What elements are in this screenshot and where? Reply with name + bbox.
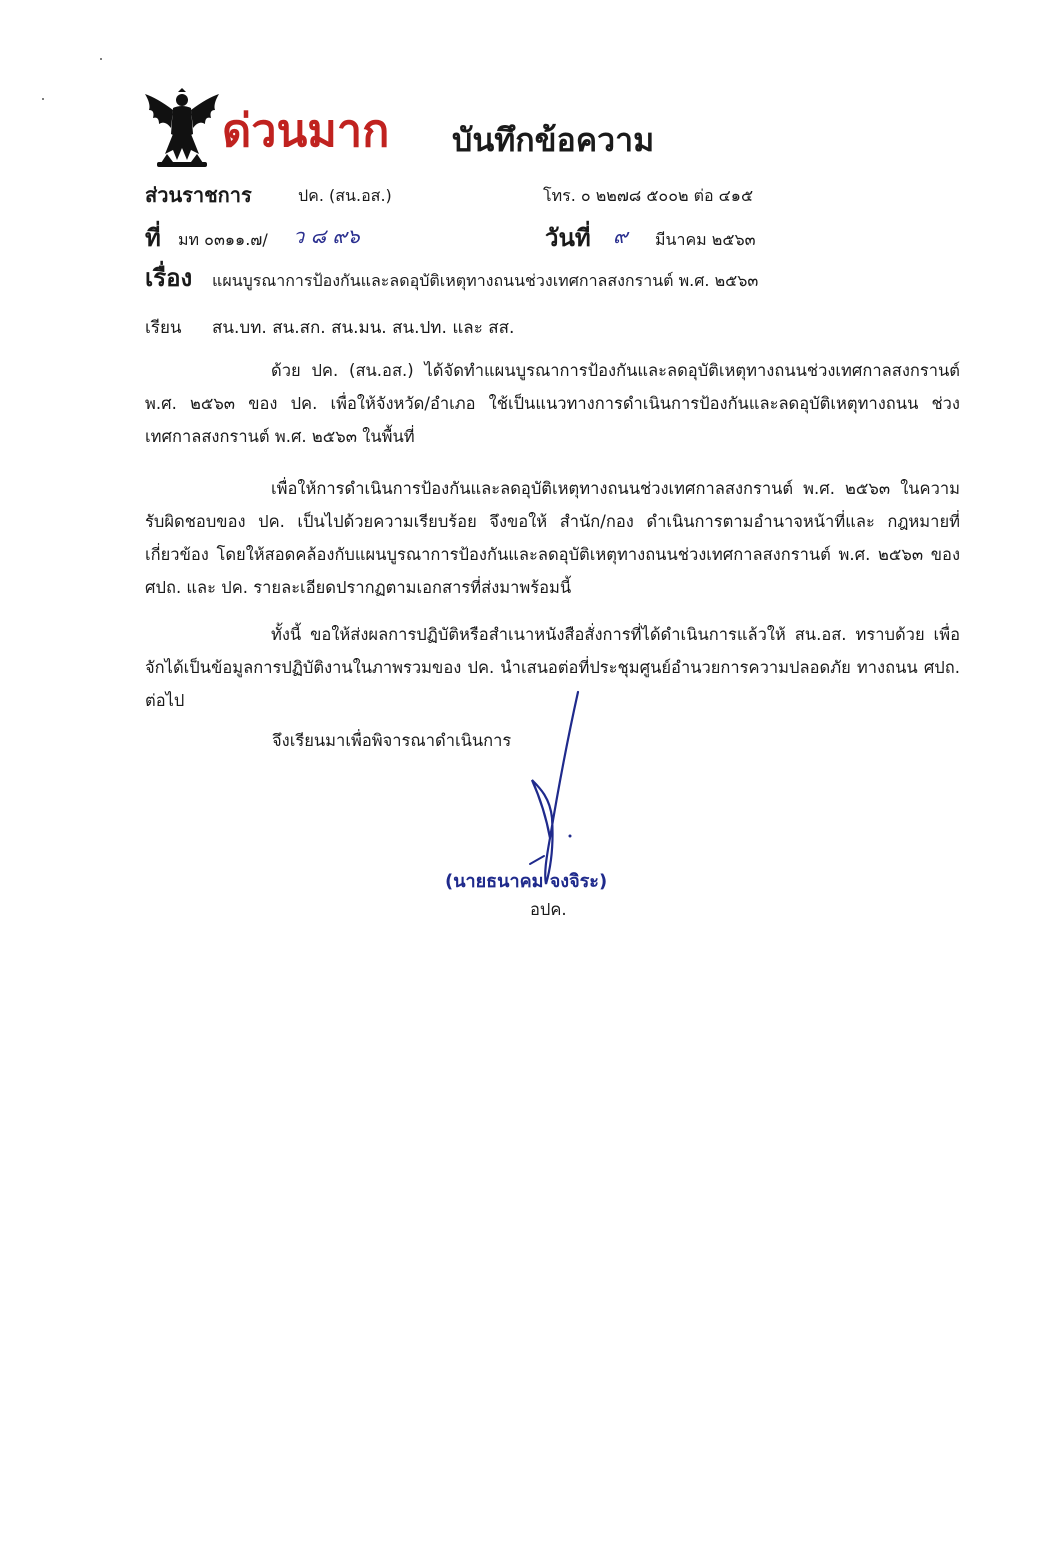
reference-handwritten-number: ว ๘ ๙๖ bbox=[293, 224, 360, 248]
signer-position: อปค. bbox=[530, 900, 567, 919]
closing-line: จึงเรียนมาเพื่อพิจารณาดำเนินการ bbox=[272, 731, 512, 750]
date-label: วันที่ bbox=[545, 224, 591, 252]
document-title: บันทึกข้อความ bbox=[452, 121, 655, 159]
body-paragraph-3: ทั้งนี้ ขอให้ส่งผลการปฏิบัติหรือสำเนาหนังสือสั่งการที่ได้ดำเนินการแล้วให้ สน.อส. ทราบด้วย เพื่อจักได้เป็นข้อมูลการปฏิบัติงานในภาพรวมของ ปค. นำเสนอต่อที่ประชุมศูนย์อำนวยการความปลอดภัย ทางถนน ศปถ. ต่อไป bbox=[145, 625, 960, 710]
scan-speck bbox=[42, 98, 44, 100]
scan-speck bbox=[100, 58, 102, 60]
agency-value: ปค. (สน.อส.) bbox=[298, 186, 392, 205]
reference-value: มท ๐๓๑๑.๗/ bbox=[178, 230, 268, 249]
subject-value: แผนบูรณาการป้องกันและลดอุบัติเหตุทางถนนช่วงเทศกาลสงกรานต์ พ.ศ. ๒๕๖๓ bbox=[212, 271, 759, 290]
date-value: มีนาคม ๒๕๖๓ bbox=[655, 230, 756, 249]
recipient-label: เรียน bbox=[145, 318, 182, 338]
handwritten-signature bbox=[510, 688, 590, 888]
body-paragraph-2: เพื่อให้การดำเนินการป้องกันและลดอุบัติเหตุทางถนนช่วงเทศกาลสงกรานต์ พ.ศ. ๒๕๖๓ ในความรับผิดชอบของ ปค. เป็นไปด้วยความเรียบร้อย จึงขอให้ สำนัก/กอง ดำเนินการตามอำนาจหน้าที่และ กฎหมายที่เกี่ยวข้อง โดยให้สอดคล้องกับแผนบูรณาการป้องกันและลดอุบัติเหตุทางถนนช่วงเทศกาลสงกรานต์ พ.ศ. ๒๕๖๓ ของ ศปถ. และ ปค. รายละเอียดปรากฏตามเอกสารที่ส่งมาพร้อมนี้ bbox=[145, 479, 960, 597]
recipient-value: สน.บท. สน.สก. สน.มน. สน.ปท. และ สส. bbox=[212, 318, 515, 338]
body-paragraph-1: ด้วย ปค. (สน.อส.) ได้จัดทำแผนบูรณาการป้องกันและลดอุบัติเหตุทางถนนช่วงเทศกาลสงกรานต์ พ.ศ. ๒๕๖๓ ของ ปค. เพื่อให้จังหวัด/อำเภอ ใช้เป็นแนวทางการดำเนินการป้องกันและลดอุบัติเหตุทางถนน ช่วงเทศกาลสงกรานต์ พ.ศ. ๒๕๖๓ ในพื้นที่ bbox=[145, 361, 960, 446]
phone-value: โทร. ๐ ๒๒๗๘ ๕๐๐๒ ต่อ ๔๑๕ bbox=[543, 186, 754, 205]
urgency-stamp: ด่วนมาก bbox=[222, 104, 390, 157]
subject-label: เรื่อง bbox=[145, 264, 193, 292]
garuda-emblem-icon bbox=[143, 88, 221, 170]
agency-label: ส่วนราชการ bbox=[145, 183, 252, 207]
date-day-handwritten: ๙ bbox=[613, 224, 628, 248]
reference-label: ที่ bbox=[145, 224, 161, 252]
signer-name: (นายธนาคม จงจิระ) bbox=[445, 871, 608, 892]
